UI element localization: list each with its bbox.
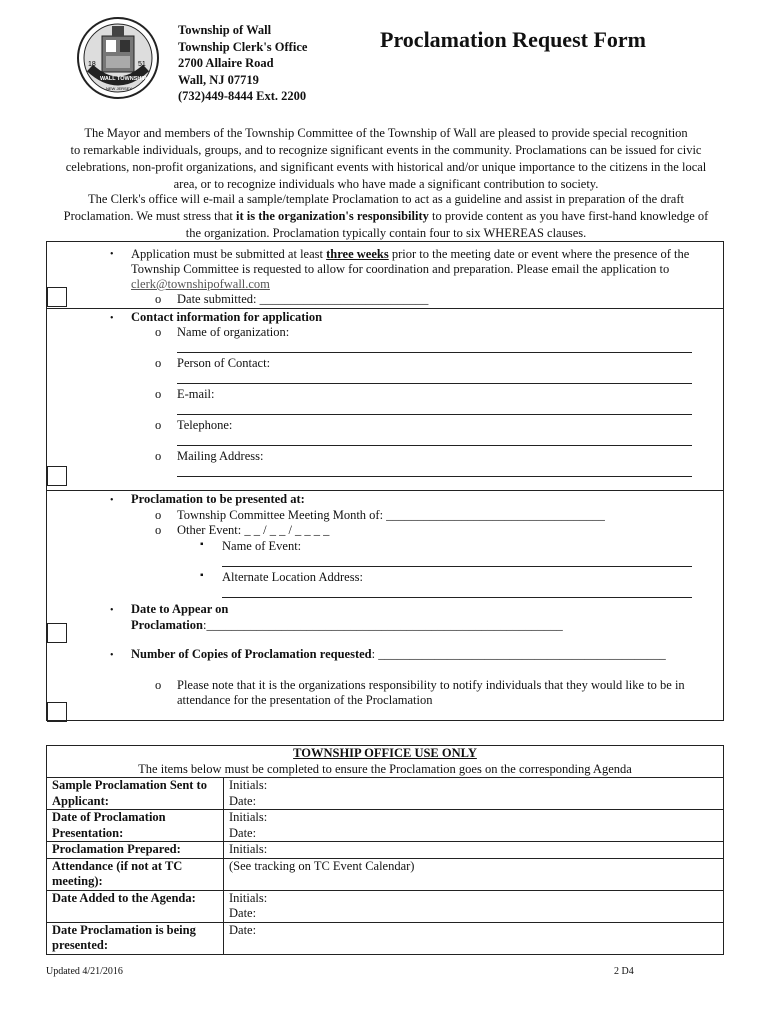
form-title: Proclamation Request Form (380, 27, 646, 52)
row-label: Date Added to the Agenda: (47, 890, 224, 922)
table-row (47, 890, 724, 922)
alternate-location-input-line[interactable] (222, 597, 692, 598)
alternate-location-label: Alternate Location Address: (222, 570, 363, 584)
requirement-text: prior to the meeting date or event where the presence of the (388, 247, 690, 261)
other-event-date-field[interactable]: Other Event: _ _ / _ _ / _ _ _ _ (177, 523, 330, 537)
intro-line: the organization. Proclamation typically contain four to six WHEREAS clauses. (185, 226, 587, 240)
attendance-note-line-1: Please note that it is the organizations responsibility to notify individuals that they would like to be in (177, 678, 685, 692)
row-value[interactable]: Date: (224, 922, 724, 954)
sub-bullet: o (155, 449, 162, 463)
row-value[interactable]: Initials: Date: (224, 890, 724, 922)
row-label: Proclamation Prepared: (47, 842, 224, 859)
square-bullet: ▪ (200, 539, 204, 550)
address-line: Township Clerk's Office (178, 39, 308, 54)
mailing-address-input-line[interactable] (177, 476, 692, 477)
proclamation-date-line: :_________________________________________________________ (202, 618, 563, 632)
updated-date: Updated 4/21/2016 (46, 966, 123, 977)
presented-at-heading: Proclamation to be presented at: (131, 492, 305, 506)
event-name-input-line[interactable] (222, 566, 692, 567)
row-value[interactable]: Initials: Date: (224, 778, 724, 810)
organization-name-label: Name of organization: (177, 325, 290, 339)
section1-checkbox[interactable] (47, 287, 67, 307)
sub-bullet: o (155, 418, 162, 432)
requirement-line-2: Township Committee is requested to allow for coordination and preparation. Please email the application to (131, 262, 670, 276)
address-line: (732)449-8444 Ext. 2200 (178, 89, 307, 103)
section3-checkbox[interactable] (47, 623, 67, 643)
address-line: Township of Wall (178, 23, 272, 37)
date-submitted-field[interactable]: Date submitted: ___________________________ (177, 292, 429, 306)
section2-checkbox[interactable] (47, 466, 67, 486)
bullet: • (110, 313, 114, 324)
copies-requested-label: Number of Copies of Proclamation requested (131, 647, 372, 661)
sub-bullet: o (155, 387, 162, 401)
proclamation-date-label: Proclamation (131, 618, 203, 632)
proclamation-date-field[interactable] (131, 618, 563, 633)
intro-line: to remarkable individuals, groups, and to recognize significant events in the community. Proclamations can be issued for civic (70, 143, 702, 157)
telephone-input-line[interactable] (177, 445, 692, 446)
township-seal-logo (76, 16, 160, 100)
meeting-month-field[interactable]: Township Committee Meeting Month of: ___________________________________ (177, 508, 605, 522)
seal-state: NEW JERSEY (106, 86, 133, 91)
intro-line: area, or to recognize individuals who have made a significant contribution to society. (173, 177, 599, 191)
seal-name: WALL TOWNSHIP (100, 76, 147, 82)
intro-emphasis: it is the organization's responsibility (236, 209, 429, 223)
address-line: Wall, NJ 07719 (178, 72, 259, 87)
address-line: 2700 Allaire Road (178, 56, 274, 70)
copies-requested-field[interactable] (131, 647, 666, 662)
row-value[interactable]: Initials: Date: (224, 810, 724, 842)
sub-bullet: o (155, 508, 162, 522)
submission-requirement (131, 247, 689, 262)
organization-name-input-line[interactable] (177, 352, 692, 353)
seal-year-right: 51 (138, 61, 146, 68)
sub-bullet: o (155, 356, 162, 370)
section-divider (46, 308, 724, 309)
intro-line: The Clerk's office will e-mail a sample/template Proclamation to act as a guideline and assist in preparation of the draft (88, 192, 684, 206)
event-name-label: Name of Event: (222, 539, 302, 553)
form-code: 2 D4 (614, 966, 634, 977)
office-use-subtitle: The items below must be completed to ensure the Proclamation goes on the corresponding Agenda (138, 761, 632, 776)
row-value[interactable]: (See tracking on TC Event Calendar) (224, 858, 724, 890)
sub-bullet: o (155, 523, 162, 537)
office-use-title: TOWNSHIP OFFICE USE ONLY (293, 746, 477, 760)
intro-paragraph-2 (40, 191, 732, 242)
sub-bullet: o (155, 292, 162, 306)
sub-bullet: o (155, 678, 162, 692)
mailing-address-label: Mailing Address: (177, 449, 264, 463)
sub-bullet: o (155, 325, 162, 339)
date-to-appear-heading: Date to Appear on (131, 602, 229, 616)
table-row (47, 858, 724, 890)
bullet: • (110, 605, 114, 616)
intro-text: to provide content as you have first-hand knowledge of (428, 209, 709, 223)
bullet: • (110, 495, 114, 506)
square-bullet: ▪ (200, 570, 204, 581)
row-label: Attendance (if not at TC meeting): (47, 858, 224, 890)
intro-paragraph-1 (40, 125, 732, 193)
intro-line (40, 208, 732, 225)
copies-requested-line: : ______________________________________________ (371, 647, 666, 661)
table-row (47, 842, 724, 859)
bullet: • (110, 650, 114, 661)
office-address-block (178, 22, 307, 105)
telephone-label: Telephone: (177, 418, 233, 432)
intro-text: Proclamation. We must stress that (63, 209, 237, 223)
three-weeks-emphasis: three weeks (326, 247, 389, 261)
contact-person-label: Person of Contact: (177, 356, 271, 370)
clerk-email-link[interactable]: clerk@townshipofwall.com (131, 277, 270, 291)
contact-person-input-line[interactable] (177, 383, 692, 384)
table-row (47, 810, 724, 842)
email-input-line[interactable] (177, 414, 692, 415)
section5-checkbox[interactable] (47, 702, 67, 722)
intro-line: The Mayor and members of the Township Committee of the Township of Wall are pleased to provide special recognition (84, 126, 688, 140)
bullet: • (110, 249, 114, 260)
seal-year-left: 18 (88, 61, 96, 68)
requirement-text: Application must be submitted at least (131, 247, 327, 261)
attendance-note-line-2: attendance for the presentation of the Proclamation (177, 693, 433, 707)
intro-line: celebrations, non-profit organizations, and significant events with historical and/or unique importance to the citizens in the local (65, 160, 707, 174)
table-row (47, 778, 724, 810)
contact-info-heading: Contact information for application (131, 310, 323, 324)
office-use-table (46, 745, 724, 955)
row-label: Date Proclamation is being presented: (47, 922, 224, 954)
table-row (47, 922, 724, 954)
row-label: Date of Proclamation Presentation: (47, 810, 224, 842)
row-value[interactable]: Initials: (224, 842, 724, 859)
office-use-header (47, 746, 724, 778)
row-label: Sample Proclamation Sent to Applicant: (47, 778, 224, 810)
section-divider (46, 490, 724, 491)
email-label: E-mail: (177, 387, 215, 401)
